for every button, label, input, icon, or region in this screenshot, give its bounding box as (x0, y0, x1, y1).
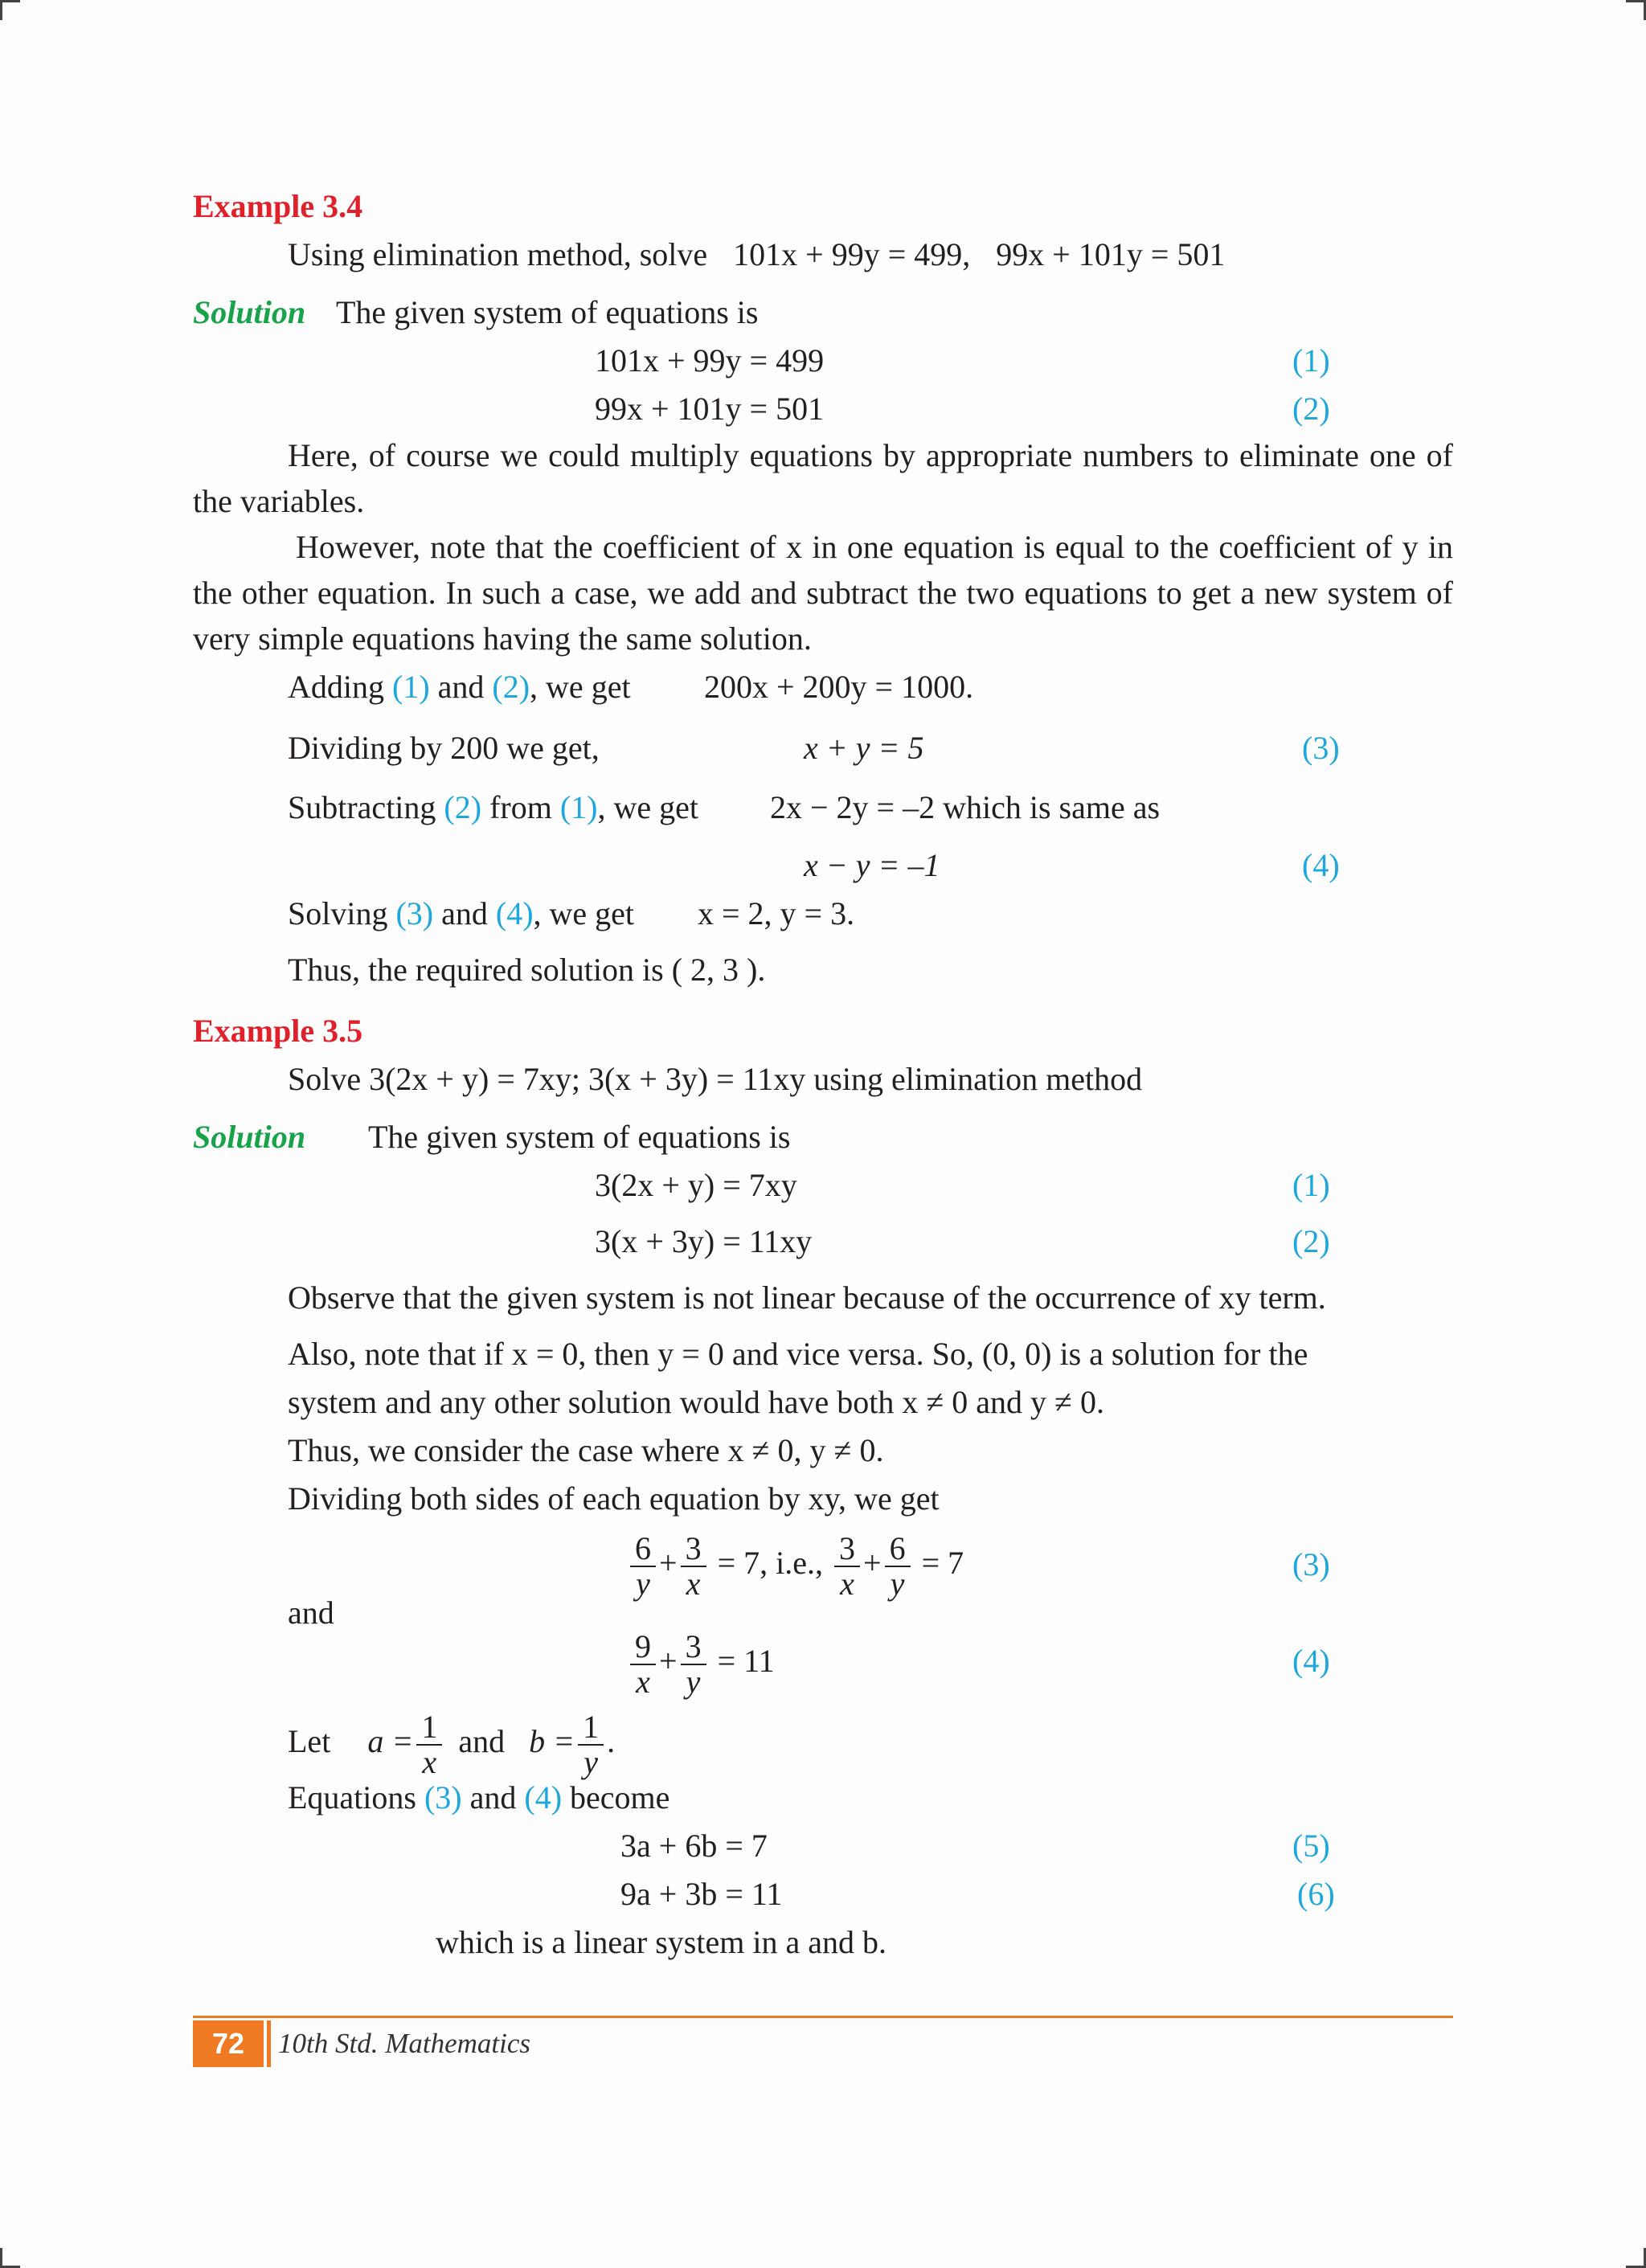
adding-equation: 200x + 200y = 1000. (704, 669, 974, 705)
equals-part: = 11 (717, 1643, 775, 1679)
subtracting-step (288, 788, 698, 828)
solution-values: x = 2, y = 3. (698, 895, 855, 931)
let-word: Let (288, 1723, 331, 1759)
equation-number: (2) (1292, 1223, 1330, 1259)
step-text: Adding (288, 669, 384, 705)
fraction: $\frac{1}{x}$ (416, 1710, 442, 1779)
b-definition: b = (529, 1723, 575, 1759)
equals-part: = 7, i.e., (717, 1545, 823, 1581)
step-text: and (441, 895, 488, 931)
step-text: and (437, 669, 485, 705)
fraction: $\frac{6}{y}$ (885, 1532, 911, 1601)
solution-label: Solution (193, 294, 306, 330)
fraction: $\frac{3}{y}$ (681, 1630, 706, 1699)
equation-number: (3) (1302, 730, 1340, 766)
difference-equation: x − y = –1 (804, 847, 940, 883)
equation-2: 3(x + 3y) = 11xy (595, 1223, 813, 1259)
adding-step (288, 667, 631, 707)
equation-number: (6) (1297, 1876, 1335, 1912)
equation-reference: (3) (424, 1779, 462, 1816)
equation-number: (5) (1292, 1828, 1330, 1864)
dividing-step: Dividing by 200 we get, (288, 730, 600, 766)
fraction-equation-3 (627, 1527, 964, 1602)
step-text: Solving (288, 895, 388, 931)
equation-reference: (4) (495, 895, 534, 931)
plus-sign: + (659, 1545, 678, 1581)
fraction: $\frac{3}{x}$ (681, 1532, 706, 1601)
problem-prefix: Using elimination method, solve (288, 236, 708, 272)
also-note-line-2: system and any other solution would have both x ≠ 0 and y ≠ 0. (288, 1384, 1104, 1420)
solving-step (288, 894, 634, 934)
equation-1: 3(2x + y) = 7xy (595, 1167, 797, 1203)
sum-equation: x + y = 5 (804, 730, 924, 766)
crop-mark-bottom-right (1626, 2248, 1646, 2268)
equation-reference: (2) (444, 789, 482, 825)
and-word: and (288, 1595, 334, 1631)
fraction: $\frac{1}{y}$ (578, 1710, 604, 1779)
step-text: and (469, 1779, 517, 1816)
crop-mark-bottom-left (0, 2248, 20, 2268)
period: . (607, 1723, 616, 1759)
step-text: , we get (533, 895, 635, 931)
linear-system-note: which is a linear system in a and b. (436, 1924, 886, 1960)
book-title: 10th Std. Mathematics (278, 2028, 530, 2059)
fraction-equation-4 (627, 1625, 775, 1700)
fraction: $\frac{6}{y}$ (630, 1532, 656, 1601)
equation-number: (3) (1292, 1546, 1330, 1582)
step-text: , we get (597, 789, 698, 825)
equation-number: (1) (1292, 342, 1330, 379)
subtracting-equation: 2x − 2y = –2 which is same as (770, 789, 1161, 825)
dividing-both-sides: Dividing both sides of each equation by xy, we get (288, 1480, 940, 1517)
footer-divider (267, 2020, 271, 2067)
example-3-5-heading: Example 3.5 (193, 1013, 363, 1049)
equation-1: 101x + 99y = 499 (595, 342, 825, 379)
crop-mark-top-left (0, 0, 20, 20)
solution-intro: The given system of equations is (336, 294, 759, 330)
equation-6: 9a + 3b = 11 (620, 1876, 783, 1912)
example-3-4-heading: Example 3.4 (193, 188, 363, 224)
page-number: 72 (193, 2020, 264, 2067)
fraction: $\frac{3}{x}$ (834, 1532, 860, 1601)
paragraph-coefficient: However, note that the coefficient of x in one equation is equal to the coefficient of y in the other equation. In such a case, we add and subtract the two equations to get a new system of very simple equations having the same solution. (193, 529, 1453, 657)
problem-equation-1: 101x + 99y = 499, (733, 236, 971, 272)
fraction: $\frac{9}{x}$ (630, 1630, 656, 1699)
equals-part: = 7 (921, 1545, 964, 1581)
substitution-line (288, 1705, 615, 1778)
step-text: , we get (530, 669, 631, 705)
example-3-4-problem (288, 235, 1225, 275)
equation-reference: (2) (492, 669, 530, 705)
step-text: from (489, 789, 552, 825)
problem-equation-2: 99x + 101y = 501 (996, 236, 1226, 272)
and-word: and (458, 1723, 506, 1759)
also-note-line-1: Also, note that if x = 0, then y = 0 and vice versa. So, (0, 0) is a solution for the (288, 1336, 1308, 1372)
equation-reference: (4) (524, 1779, 563, 1816)
a-definition: a = (367, 1723, 414, 1759)
equation-number: (1) (1292, 1167, 1330, 1203)
equations-become (288, 1778, 669, 1818)
equation-number: (4) (1302, 847, 1340, 883)
crop-mark-top-right (1626, 0, 1646, 20)
equation-number: (4) (1292, 1643, 1330, 1679)
equation-reference: (3) (395, 895, 434, 931)
step-text: become (570, 1779, 670, 1816)
equation-reference: (1) (559, 789, 598, 825)
solution-intro: The given system of equations is (368, 1119, 791, 1155)
paragraph-multiply: Here, of course we could multiply equations by appropriate numbers to eliminate one of the variables. (193, 437, 1453, 519)
observation: Observe that the given system is not linear because of the occurrence of xy term. (288, 1279, 1326, 1316)
equation-5: 3a + 6b = 7 (620, 1828, 768, 1864)
step-text: Subtracting (288, 789, 436, 825)
equation-2: 99x + 101y = 501 (595, 391, 825, 427)
example-3-5-problem: Solve 3(2x + y) = 7xy; 3(x + 3y) = 11xy using elimination method (288, 1061, 1143, 1097)
plus-sign: + (863, 1545, 882, 1581)
nonzero-case: Thus, we consider the case where x ≠ 0, y ≠ 0. (288, 1432, 884, 1468)
footer-rule (193, 2016, 1453, 2018)
plus-sign: + (659, 1643, 678, 1679)
step-text: Equations (288, 1779, 416, 1816)
conclusion: Thus, the required solution is ( 2, 3 ). (288, 952, 766, 988)
equation-number: (2) (1292, 391, 1330, 427)
equation-reference: (1) (392, 669, 430, 705)
solution-label: Solution (193, 1119, 306, 1155)
